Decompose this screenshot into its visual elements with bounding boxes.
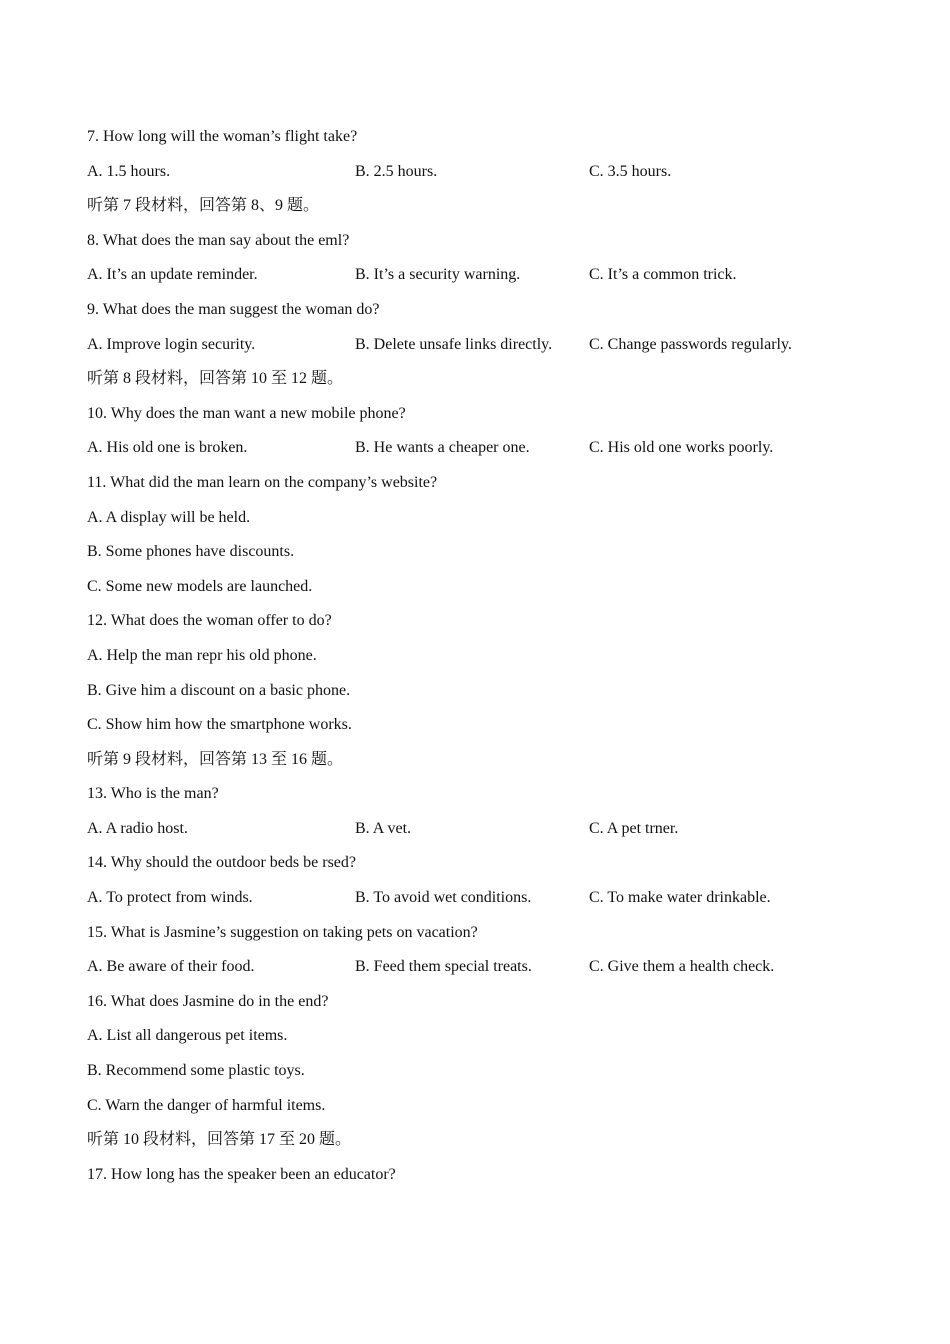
- question-list: [87, 126, 867, 1198]
- option-c: C. A pet trner.: [589, 819, 679, 837]
- option-line: A. List all dangerous pet items.: [87, 1027, 288, 1045]
- question-text: 17. How long has the speaker been an educator?: [87, 1165, 396, 1183]
- option-b: B. He wants a cheaper one.: [355, 439, 530, 457]
- option-c: C. His old one works poorly.: [589, 439, 774, 457]
- options-row: [87, 818, 867, 853]
- section-instruction: 听第 8 段材料，回答第 10 至 12 题。: [87, 370, 344, 388]
- option-c: C. 3.5 hours.: [589, 162, 672, 180]
- question-text: 15. What is Jasmine’s suggestion on taking pets on vacation?: [87, 923, 478, 941]
- options-row: [87, 161, 867, 196]
- option-b: B. Feed them special treats.: [355, 958, 532, 976]
- question-text: 10. Why does the man want a new mobile phone?: [87, 404, 406, 422]
- section-instruction: 听第 7 段材料，回答第 8、9 题。: [87, 197, 320, 215]
- question-text: 11. What did the man learn on the company’s website?: [87, 473, 438, 491]
- option-a: A. Improve login security.: [87, 335, 256, 353]
- option-line: C. Show him how the smartphone works.: [87, 716, 352, 734]
- option-b: B. Delete unsafe links directly.: [355, 335, 553, 353]
- option-b: B. 2.5 hours.: [355, 162, 438, 180]
- section-instruction: 听第 10 段材料，回答第 17 至 20 题。: [87, 1131, 352, 1149]
- option-a: A. 1.5 hours.: [87, 162, 171, 180]
- question-text: 8. What does the man say about the eml?: [87, 231, 350, 249]
- option-line: A. Help the man repr his old phone.: [87, 646, 317, 664]
- option-a: A. It’s an update reminder.: [87, 266, 258, 284]
- option-c: C. To make water drinkable.: [589, 889, 771, 907]
- option-c: C. Give them a health check.: [589, 958, 775, 976]
- option-line: B. Recommend some plastic toys.: [87, 1062, 305, 1080]
- options-row: [87, 887, 867, 922]
- options-row: [87, 956, 867, 991]
- question-text: 12. What does the woman offer to do?: [87, 612, 332, 630]
- option-line: A. A display will be held.: [87, 508, 251, 526]
- option-b: B. A vet.: [355, 819, 412, 837]
- question-text: 16. What does Jasmine do in the end?: [87, 992, 329, 1010]
- option-b: B. It’s a security warning.: [355, 266, 521, 284]
- option-line: C. Some new models are launched.: [87, 577, 313, 595]
- section-instruction: 听第 9 段材料，回答第 13 至 16 题。: [87, 750, 344, 768]
- option-line: C. Warn the danger of harmful items.: [87, 1096, 326, 1114]
- question-text: 9. What does the man suggest the woman do?: [87, 300, 380, 318]
- option-line: B. Give him a discount on a basic phone.: [87, 681, 351, 699]
- option-line: B. Some phones have discounts.: [87, 543, 295, 561]
- option-a: A. Be aware of their food.: [87, 958, 255, 976]
- question-text: 7. How long will the woman’s flight take?: [87, 128, 358, 145]
- options-row: [87, 264, 867, 299]
- option-a: A. His old one is broken.: [87, 439, 248, 457]
- option-a: A. A radio host.: [87, 819, 188, 837]
- option-a: A. To protect from winds.: [87, 889, 253, 907]
- option-c: C. It’s a common trick.: [589, 266, 737, 284]
- options-row: [87, 334, 867, 369]
- question-text: 14. Why should the outdoor beds be rsed?: [87, 854, 356, 872]
- option-c: C. Change passwords regularly.: [589, 335, 792, 353]
- options-row: [87, 437, 867, 472]
- question-text: 13. Who is the man?: [87, 785, 219, 803]
- option-b: B. To avoid wet conditions.: [355, 889, 532, 907]
